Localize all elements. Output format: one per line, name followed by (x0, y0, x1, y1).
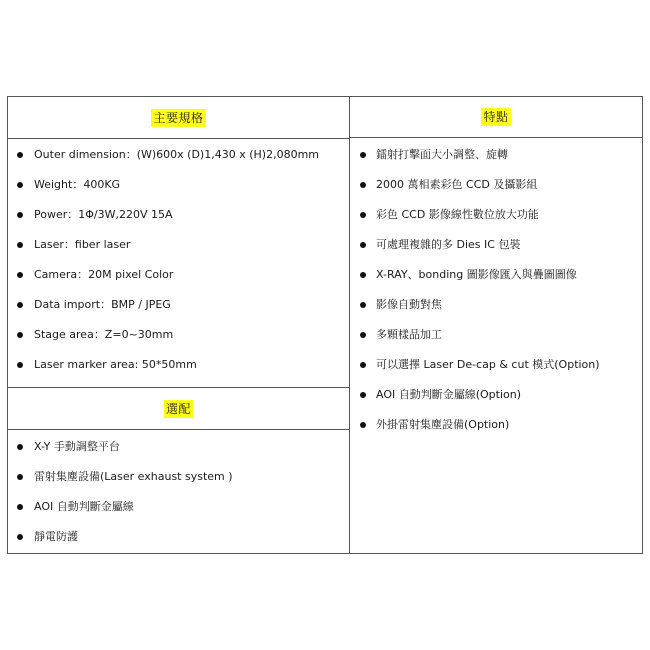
list-item: Stage area：Z=0~30mm (8, 328, 349, 358)
list-item: Camera：20M pixel Color (8, 268, 349, 298)
bullet-icon (17, 362, 23, 368)
features-title: 特點 (483, 110, 509, 124)
list-item: 雷射集塵設備(Laser exhaust system ) (8, 470, 349, 500)
bullet-icon (360, 242, 366, 248)
options-title: 選配 (165, 401, 191, 416)
list-item: 彩色 CCD 影像線性數位放大功能 (350, 208, 642, 238)
list-item: X-RAY、bonding 圖影像匯入與疊圖圖像 (350, 268, 642, 298)
left-column (8, 97, 350, 553)
list-item: Power：1Φ/3W,220V 15A (8, 208, 349, 238)
list-item: 外掛雷射集塵設備(Option) (350, 418, 642, 448)
bullet-icon (17, 272, 23, 278)
specs-list (8, 148, 349, 388)
list-item: Outer dimension：(W)600x (D)1,430 x (H)2,080mm (8, 148, 349, 178)
bullet-icon (360, 422, 366, 428)
features-list (350, 148, 642, 448)
spec-table (7, 96, 643, 554)
list-item: 可以選擇 Laser De-cap & cut 模式(Option) (350, 358, 642, 388)
bullet-icon (17, 474, 23, 480)
list-item: Data import：BMP / JPEG (8, 298, 349, 328)
bullet-icon (360, 362, 366, 368)
list-item: Laser：fiber laser (8, 238, 349, 268)
list-item: 多顆樣品加工 (350, 328, 642, 358)
bullet-icon (17, 444, 23, 450)
options-header (8, 387, 349, 430)
header-divider (350, 137, 642, 138)
bullet-icon (17, 182, 23, 188)
list-item: 靜電防護 (8, 530, 349, 560)
options-list (8, 440, 349, 560)
bullet-icon (17, 302, 23, 308)
bullet-icon (360, 392, 366, 398)
bullet-icon (360, 212, 366, 218)
bullet-icon (17, 152, 23, 158)
bullet-icon (360, 152, 366, 158)
bullet-icon (360, 182, 366, 188)
bullet-icon (360, 272, 366, 278)
bullet-icon (17, 534, 23, 540)
bullet-icon (360, 302, 366, 308)
bullet-icon (17, 332, 23, 338)
specs-title: 主要規格 (153, 110, 204, 125)
list-item: AOI 自動判斷金屬線 (8, 500, 349, 530)
bullet-icon (17, 504, 23, 510)
list-item: 影像自動對焦 (350, 298, 642, 328)
list-item: 2000 萬相素彩色 CCD 及攝影組 (350, 178, 642, 208)
list-item: Weight：400KG (8, 178, 349, 208)
bullet-icon (360, 332, 366, 338)
list-item: Laser marker area: 50*50mm (8, 358, 349, 388)
right-column (350, 97, 642, 553)
list-item: AOI 自動判斷金屬線(Option) (350, 388, 642, 418)
bullet-icon (17, 242, 23, 248)
list-item: 可處理複雜的多 Dies IC 包裝 (350, 238, 642, 268)
bullet-icon (17, 212, 23, 218)
list-item: 鐳射打擊面大小調整、旋轉 (350, 148, 642, 178)
specs-header (8, 97, 349, 139)
features-header (350, 97, 642, 137)
list-item: X-Y 手動調整平台 (8, 440, 349, 470)
